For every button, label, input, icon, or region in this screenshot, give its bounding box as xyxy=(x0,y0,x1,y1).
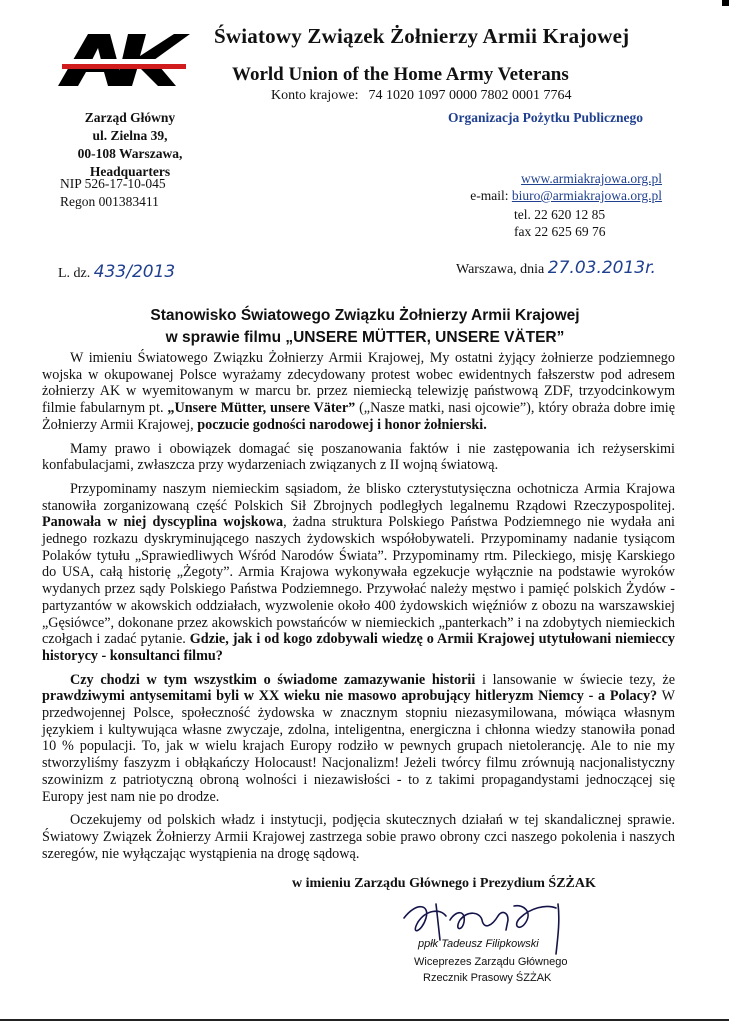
text-run: i lansowanie w świecie tezy, że xyxy=(475,671,675,688)
reference-handwritten: 433/2013 xyxy=(93,262,176,282)
text-run: Przypominamy naszym niemieckim sąsiadom, że blisko czterystutysięczna ochotnicza Armia Krajowa stanowiła zorganizowaną część Polskich Sił Zbrojnych podległych legalnemu Rządowi Rzeczypospolitej. xyxy=(42,480,675,514)
text-run: W imieniu Światowego Związku Żołnierzy Armii Krajowej, My ostatni żyjący żołnierze podziemnego wojska w okupowanej Polsce wyrażamy zdecydowany protest wobec ewidentnych fałszerstw pod adresem żołnierzy AK w wyemitowanym w marcu br. przez niemiecką telewizję państwową ZDF, trzyodcinkowym filmie fabularnym pt. xyxy=(42,350,675,417)
letter-body xyxy=(42,350,675,869)
signer-role-2: Rzecznik Prasowy ŚZŻAK xyxy=(423,972,552,984)
telephone-number: tel. 22 620 12 85 xyxy=(514,207,606,222)
text-run: W przedwojennej Polsce, społeczność żydowska w znacznym stopniu niezasymilowana, mówiąca własnym językiem i kultywująca własne zwyczaje, zdolna, inteligentna, energiczna i chłonna wiedzy stanowiła ponad 10 % populacji. To, jak w wielu krajach Europy rodziło w pewnych grupach nietolerancję. Ale to nie my stworzyliśmy faszyzm i obłąkańczy Holocaust! Nacjonalizm! Jeżeli twórcy filmu zrównują nacjonalistyczny szowinizm z patriotyczną obroną wolności i niezawisłości - to z takimi propagandystami jednoczącej się Europy jest nam nie po drodze. xyxy=(42,688,675,805)
ak-logo xyxy=(58,34,190,86)
bold-phrase: prawdziwymi antysemitami byli w XX wieku nie masowo aprobujący hitleryzm Niemcy - a Polacy? xyxy=(42,688,658,705)
address-line: ul. Zielna 39, xyxy=(92,128,168,143)
date-handwritten: 27.03.2013r. xyxy=(547,258,656,278)
address-line: 00-108 Warszawa, xyxy=(77,146,183,161)
email-label: e-mail: xyxy=(470,188,509,203)
bold-phrase: poczucie godności narodowej i honor żołnierski. xyxy=(197,416,487,433)
fax-number: fax 22 625 69 76 xyxy=(514,224,606,239)
address-line: Zarząd Główny xyxy=(84,110,176,125)
paragraph-2: Mamy prawo i obowiązek domagać się poszanowania faktów i nie zastępowania ich reżyserskimi konfabulacjami, zwłaszcza przy wydarzeniach związanych z II wojną światową. xyxy=(42,440,675,474)
email-link[interactable]: biuro@armiakrajowa.org.pl xyxy=(511,188,662,203)
address-block xyxy=(44,109,216,181)
bottom-rule xyxy=(0,1019,729,1021)
heading-line-1: Stanowisko Światowego Związku Żołnierzy Armii Krajowej xyxy=(150,307,580,324)
signer-role-1: Wiceprezes Zarządu Głównego xyxy=(414,956,568,968)
organization-title-english: World Union of the Home Army Veterans xyxy=(232,64,569,85)
bank-account xyxy=(271,88,571,104)
bank-account-number: 74 1020 1097 0000 7802 0001 7764 xyxy=(368,88,572,103)
paragraph-4 xyxy=(42,672,675,806)
corner-mark xyxy=(722,0,729,6)
public-benefit-org-label: Organizacja Pożytku Publicznego xyxy=(448,110,643,125)
nip-number: NIP 526-17-10-045 xyxy=(60,176,166,191)
bold-phrase: Gdzie, jak i od kogo zdobywali wiedzę o Armii Krajowej utytułowani niemieccy historycy - konsultanci filmu? xyxy=(42,631,675,664)
bold-phrase: Panowała w niej dyscyplina wojskowa xyxy=(42,514,284,531)
statement-heading xyxy=(40,305,690,349)
dateline xyxy=(456,258,656,278)
signer-name: ppłk Tadeusz Filipkowski xyxy=(418,938,539,950)
bold-phrase: Czy chodzi w tym wszystkim o świadome zamazywanie historii xyxy=(70,671,476,688)
text-run: , żadna struktura Polskiego Państwa Podziemnego nie wydała ani jednego rozkazu dyskryminującego naszych żydowskich współobywateli. Przypominamy nadanie tysiącom Polaków tytułu „Sprawiedliwych Wśród Narodów Świata”. Przypominamy rtm. Pileckiego, misję Karskiego do USA, całą historię „Żegoty”. Armia Krajowa wykonywała egzekucje wyłącznie na podstawie wyroków wydanych przez sądy Polskiego Państwa Podziemnego. Przywołać należy męstwo i pamięć polskich Żydów - partyzantów w akowskich oddziałach, wyzwolenie około 400 żydowskich więźniów z obozu na warszawskiej „Gęsiówce”, dokonane przez akowskich powstańców w niemieckich „panterkach” i na zdobytych niemieckich czołgach i zadać pytanie. xyxy=(42,514,675,648)
website-link[interactable]: www.armiakrajowa.org.pl xyxy=(521,171,662,186)
dateline-label: Warszawa, dnia xyxy=(456,262,545,277)
reference-label: L. dz. xyxy=(58,266,91,281)
address-line: Headquarters xyxy=(89,164,171,179)
phone-block xyxy=(514,206,606,240)
text-run: („Nasze matki, nasi ojcowie”), który obraża dobre imię Żołnierzy Armii Krajowej, xyxy=(42,400,675,433)
organization-title-polish: Światowy Związek Żołnierzy Armii Krajowej xyxy=(214,24,630,48)
film-title-bold: „Unsere Mütter, unsere Väter” xyxy=(167,400,356,417)
heading-line-2: w sprawie filmu „UNSERE MÜTTER, UNSERE VÄTER” xyxy=(165,329,565,346)
logo-white-band xyxy=(62,59,186,64)
closing-line: w imieniu Zarządu Głównego i Prezydium ŚZŻAK xyxy=(292,876,596,891)
registration-numbers xyxy=(60,175,166,211)
paragraph-1 xyxy=(42,350,675,434)
reference-number xyxy=(58,262,175,282)
paragraph-5: Oczekujemy od polskich władz i instytucji, podjęcia skutecznych działań w tej skandalicznej sprawie. Światowy Związek Żołnierzy Armii Krajowej zastrzega sobie prawo obrony czci naszego pokolenia i naszych szeregów, nie wyłączając wystąpienia na drogę sądową. xyxy=(42,812,675,862)
paragraph-3 xyxy=(42,481,675,665)
regon-number: Regon 001383411 xyxy=(60,194,159,209)
contact-block xyxy=(400,170,662,204)
logo-red-band xyxy=(62,64,186,69)
bank-account-label: Konto krajowe: xyxy=(271,88,359,103)
